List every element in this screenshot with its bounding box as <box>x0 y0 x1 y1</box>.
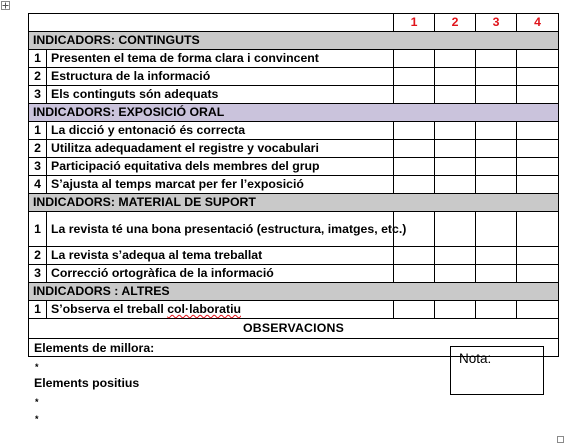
score-cell[interactable] <box>435 158 476 176</box>
score-cell[interactable] <box>517 68 559 86</box>
bullet: * <box>35 397 39 407</box>
item-text: La revista s’adequa al tema treballat <box>47 247 394 265</box>
item-text: S’ajusta al temps marcat per fer l’exposició <box>47 176 394 194</box>
item-number: 2 <box>29 68 47 86</box>
score-cell[interactable] <box>476 265 517 283</box>
score-header-1: 1 <box>394 14 435 32</box>
item-text: Els continguts són adequats <box>47 86 394 104</box>
item-text: La revista té una bona presentació (estructura, imatges, etc.) <box>47 212 394 247</box>
score-cell[interactable] <box>435 50 476 68</box>
section-header-material-suport <box>29 194 559 212</box>
table-resize-handle[interactable] <box>557 436 564 443</box>
score-cell[interactable] <box>476 247 517 265</box>
score-cell[interactable] <box>476 176 517 194</box>
score-cell[interactable] <box>517 122 559 140</box>
score-cell[interactable] <box>476 50 517 68</box>
bullet: * <box>35 414 39 424</box>
table-row <box>29 86 559 104</box>
score-header-row <box>29 14 559 32</box>
score-cell[interactable] <box>517 50 559 68</box>
table-row <box>29 50 559 68</box>
section-title: INDICADORS: MATERIAL DE SUPORT <box>29 194 559 212</box>
item-text <box>47 301 394 319</box>
observations-body-row <box>29 339 559 357</box>
item-number: 2 <box>29 247 47 265</box>
score-cell[interactable] <box>517 140 559 158</box>
section-title: INDICADORS: CONTINGUTS <box>29 32 559 50</box>
score-cell[interactable] <box>435 140 476 158</box>
grade-label: Nota: <box>459 351 492 366</box>
score-cell[interactable] <box>476 68 517 86</box>
item-text: La dicció y entonació és correcta <box>47 122 394 140</box>
item-text: Presenten el tema de forma clara i convincent <box>47 50 394 68</box>
item-number: 3 <box>29 86 47 104</box>
table-row <box>29 176 559 194</box>
evaluation-rubric-table <box>28 13 559 424</box>
score-cell[interactable] <box>435 247 476 265</box>
item-number: 1 <box>29 122 47 140</box>
score-cell[interactable] <box>394 158 435 176</box>
score-cell[interactable] <box>394 176 435 194</box>
score-cell[interactable] <box>517 301 559 319</box>
score-cell[interactable] <box>435 86 476 104</box>
item-number: 1 <box>29 50 47 68</box>
score-cell[interactable] <box>394 265 435 283</box>
score-cell[interactable] <box>435 122 476 140</box>
item-text: Estructura de la informació <box>47 68 394 86</box>
score-cell[interactable] <box>435 301 476 319</box>
score-header-4: 4 <box>517 14 559 32</box>
score-cell[interactable] <box>476 122 517 140</box>
table-row <box>29 265 559 283</box>
section-title: INDICADORS : ALTRES <box>29 283 559 301</box>
section-header-exposicio-oral <box>29 104 559 122</box>
move-arrows-icon <box>2 2 9 9</box>
table-row <box>29 247 559 265</box>
score-cell[interactable] <box>435 176 476 194</box>
score-cell[interactable] <box>435 68 476 86</box>
score-cell[interactable] <box>435 212 476 247</box>
score-header-3: 3 <box>476 14 517 32</box>
score-cell[interactable] <box>394 247 435 265</box>
spelling-flagged-word[interactable]: col·laboratiu <box>167 302 241 316</box>
score-cell[interactable] <box>517 265 559 283</box>
score-cell[interactable] <box>476 301 517 319</box>
item-number: 3 <box>29 158 47 176</box>
score-header-2: 2 <box>435 14 476 32</box>
score-cell[interactable] <box>394 86 435 104</box>
score-cell[interactable] <box>476 212 517 247</box>
score-cell[interactable] <box>394 50 435 68</box>
score-cell[interactable] <box>517 212 559 247</box>
improvement-label: Elements de millora: <box>34 341 155 355</box>
score-cell[interactable] <box>394 301 435 319</box>
table-row <box>29 122 559 140</box>
table-row <box>29 301 559 319</box>
item-number: 1 <box>29 212 47 247</box>
score-cell[interactable] <box>476 140 517 158</box>
score-cell[interactable] <box>517 247 559 265</box>
score-cell[interactable] <box>517 86 559 104</box>
item-text: Correcció ortogràfica de la informació <box>47 265 394 283</box>
table-row <box>29 212 559 247</box>
observations-area[interactable] <box>29 339 559 424</box>
grade-box[interactable] <box>450 346 544 395</box>
observations-title: OBSERVACIONS <box>29 319 559 339</box>
item-text: Utilitza adequadament el registre y vocabulari <box>47 140 394 158</box>
section-header-altres <box>29 283 559 301</box>
item-text-main: S’observa el treball <box>51 302 168 316</box>
score-cell[interactable] <box>476 86 517 104</box>
section-title: INDICADORS: EXPOSICIÓ ORAL <box>29 104 559 122</box>
score-cell[interactable] <box>394 122 435 140</box>
score-cell[interactable] <box>517 176 559 194</box>
score-cell[interactable] <box>394 140 435 158</box>
table-row <box>29 68 559 86</box>
observations-header-row <box>29 319 559 339</box>
score-cell[interactable] <box>476 158 517 176</box>
header-blank-cell <box>29 14 394 32</box>
item-number: 3 <box>29 265 47 283</box>
score-cell[interactable] <box>517 158 559 176</box>
table-move-handle[interactable] <box>1 1 10 10</box>
item-text: Participació equitativa dels membres del grup <box>47 158 394 176</box>
table-row <box>29 140 559 158</box>
score-cell[interactable] <box>435 265 476 283</box>
item-number: 2 <box>29 140 47 158</box>
section-header-continguts <box>29 32 559 50</box>
positives-label: Elements positius <box>34 376 140 390</box>
bullet: * <box>35 362 39 372</box>
score-cell[interactable] <box>394 68 435 86</box>
item-number: 1 <box>29 301 47 319</box>
item-number: 4 <box>29 176 47 194</box>
table-row <box>29 158 559 176</box>
